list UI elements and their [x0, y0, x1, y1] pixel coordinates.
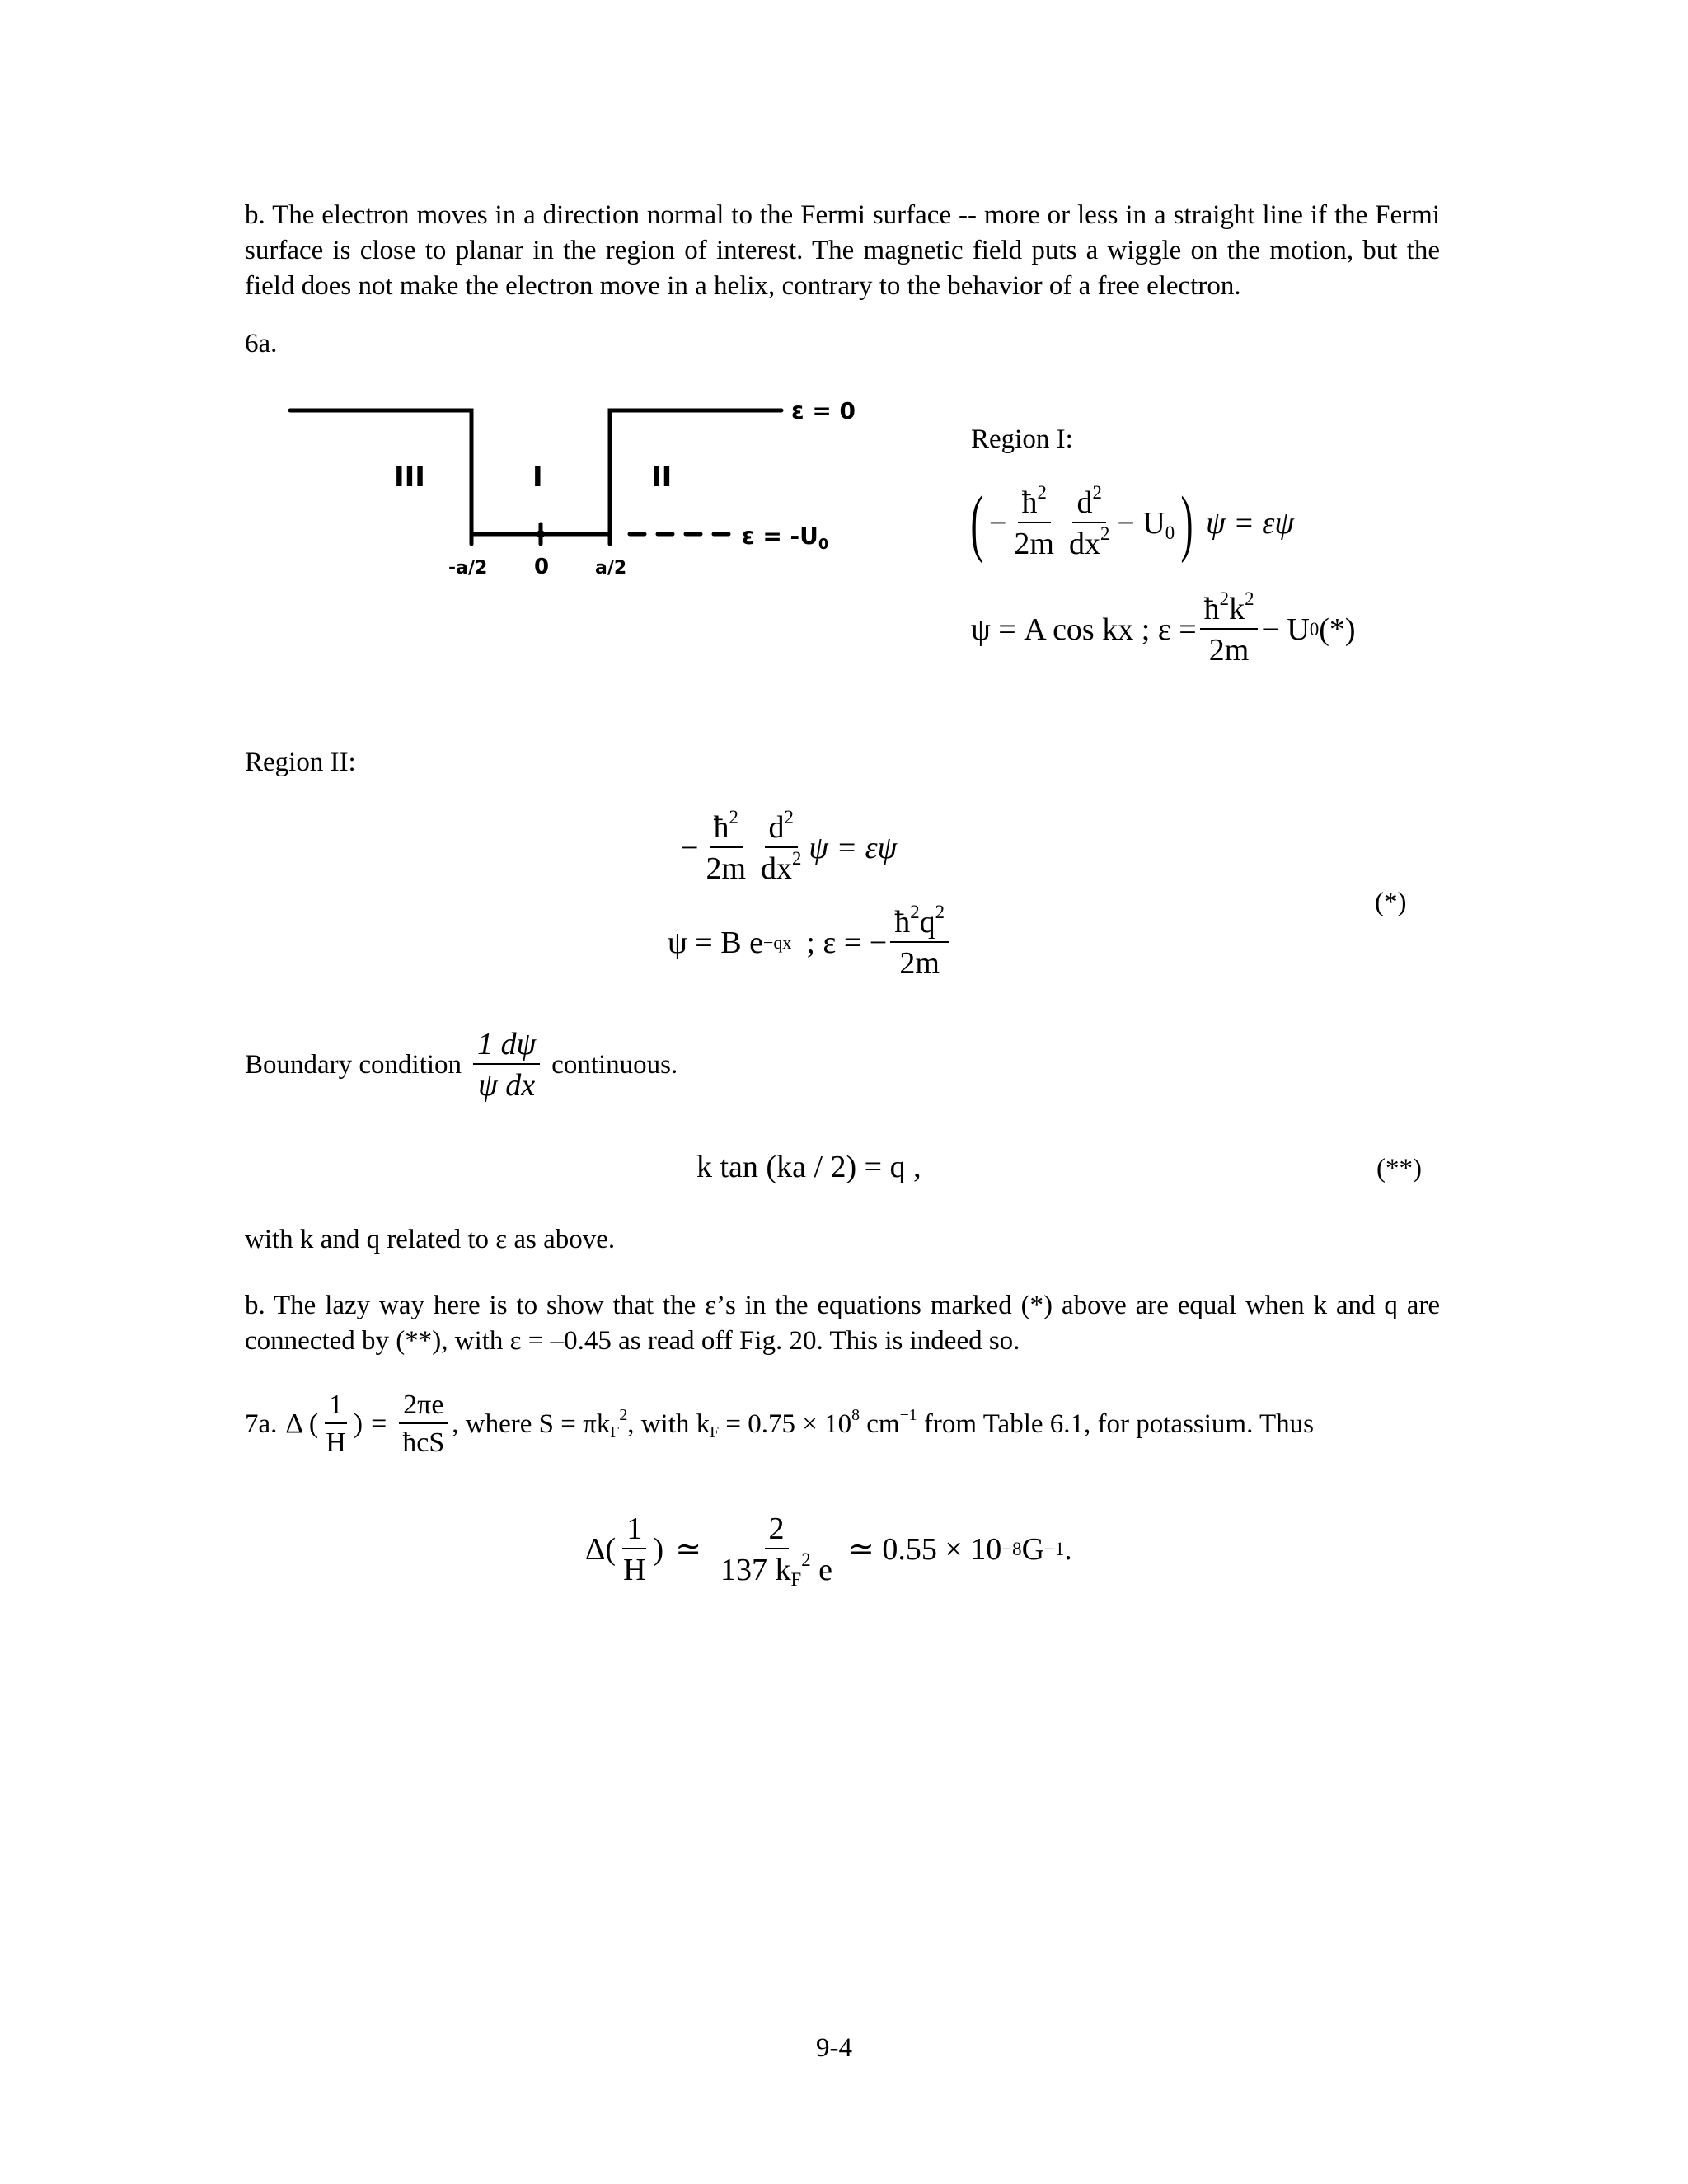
label-region-III: III	[394, 461, 425, 494]
tick-label-minus-half-a: -a/2	[448, 558, 488, 579]
fraction-2pie-over-hcs: $\frac{2\pi e}{\text{ħcS}}$	[398, 1391, 448, 1457]
origin-dot	[537, 530, 545, 538]
text-with-kf: , with k	[627, 1408, 710, 1439]
solution-lhs: ψ = B e	[668, 926, 763, 960]
fraction-d2-dx2: $\frac{d^2}{dx^2}$	[761, 806, 802, 886]
equation-final-result: Δ( $\frac{1}{H}$ ) ≃ $\frac{2}{137 k_F^2 e}$ ≃ 0.55 × 10 −8 G −1 .	[585, 1511, 1072, 1590]
potential-well-diagram	[280, 387, 907, 593]
fraction-hbar-over-2m: $\frac{ħ^2}{2m}$	[706, 806, 746, 886]
boundary-text: Boundary condition	[245, 1049, 462, 1080]
equation-rhs: ψ = εψ	[1206, 506, 1294, 541]
minus-sign: −	[681, 831, 699, 865]
delta-open: Δ (	[285, 1408, 319, 1439]
tick-label-zero: 0	[534, 555, 550, 579]
equation-transcendental: k tan (ka / 2) = q ,	[696, 1150, 921, 1184]
fraction-energy-q: $\frac{ħ^2q^2}{2m}$	[890, 907, 949, 979]
delta-close: )	[653, 1532, 664, 1567]
mark-double-star: (**)	[1376, 1154, 1422, 1183]
text-from-table: from Table 6.1, for potassium. Thus	[917, 1408, 1314, 1439]
solution-mid: ; ε = −	[806, 926, 888, 960]
minus-u0: − U	[1261, 612, 1310, 647]
fraction-one-over-h: $\frac{1}{H}$	[326, 1390, 346, 1458]
label-7a: 7a.	[245, 1408, 278, 1439]
mark-star: (*)	[1375, 888, 1407, 917]
minus-u0: − U	[1117, 506, 1165, 541]
page-number: 9-4	[816, 2033, 852, 2063]
equation-region-2-solution: ψ = B e −qx ; ε = − $\frac{ħ^2q^2}{2m}$	[668, 907, 952, 979]
approx-sign: ≃	[675, 1532, 702, 1567]
fraction-hbar-over-2m: $\frac{ħ^2}{2m}$	[1014, 481, 1054, 561]
label-region-1: Region I:	[971, 424, 1073, 454]
equation-rhs: ψ = εψ	[809, 831, 898, 865]
mark-star-region-1: (*)	[1319, 612, 1356, 647]
fraction-2-over-137-kf2-e: $\frac{2}{137 k_F^2 e}$	[720, 1511, 833, 1590]
boundary-condition	[245, 1029, 678, 1101]
solution-lhs: ψ = A cos kx ; ε =	[971, 612, 1197, 647]
minus-sign: −	[988, 506, 1007, 541]
label-epsilon-zero: ε = 0	[791, 397, 856, 424]
fraction-energy-k: $\frac{ħ^2k^2}{2m}$	[1200, 593, 1259, 666]
equation-7a: 7a. Δ ( $\frac{1}{H}$ ) = $\frac{2\pi e}{\text{ħcS}}$ , where $S = \pi k_F^2$, with $k_F = 0.75 \times 10^8$ $cm^{-1}$ from Table 6.1, for potassium. Thus	[245, 1390, 1314, 1458]
label-region-I: I	[532, 461, 543, 494]
tick-label-half-a: a/2	[595, 558, 627, 579]
label-region-2: Region II:	[245, 748, 356, 777]
label-region-II: II	[651, 461, 673, 494]
delta-close: )	[353, 1408, 363, 1439]
result-value: ≃ 0.55 × 10	[848, 1532, 1002, 1567]
left-paren: (	[970, 482, 983, 564]
delta-open: Δ(	[585, 1532, 617, 1567]
boundary-tail: continuous.	[551, 1049, 678, 1080]
fraction-one-over-h: $\frac{1}{H}$	[623, 1511, 646, 1587]
text-with-k-q: with k and q related to ε as above.	[245, 1225, 616, 1254]
equation-region-1-schrodinger: ( − $\frac{ħ^2}{2m}$ $\frac{d^2}{dx^2}$ − $U_0$ ) ψ = εψ	[970, 481, 1294, 564]
equation-region-2-schrodinger	[681, 806, 898, 886]
label-6a: 6a.	[245, 329, 278, 359]
right-paren: )	[1180, 482, 1193, 564]
equals-sign: =	[371, 1408, 387, 1439]
paragraph-b-lazy-way: b. The lazy way here is to show that the ε’s in the equations marked (*) above are equal when k and q are connected by (**), with ε = –0.45 as read off Fig. 20. This is indeed so.	[245, 1291, 1440, 1356]
text-where-s: , where S = πk	[452, 1408, 611, 1439]
paragraph-b-fermi-surface: b. The electron moves in a direction normal to the Fermi surface -- more or less in a straight line if the Fermi surface is close to planar in the region of interest. The magnetic field puts a wiggle on the motion, but the field does not make the electron move in a helix, contrary to the behavior of a free electron.	[245, 200, 1440, 301]
fraction-log-derivative: $\frac{1 d\psi}{\text{ψ dx}}$	[473, 1029, 540, 1101]
label-epsilon-minus-u0: $\varepsilon = -U_0$	[742, 523, 829, 553]
fraction-d2-dx2: $\frac{d^2}{dx^2}$	[1068, 481, 1110, 561]
equation-region-1-solution: ψ = A cos kx ; ε = $\frac{ħ^2k^2}{2m}$ − U 0 (*)	[971, 588, 1356, 668]
